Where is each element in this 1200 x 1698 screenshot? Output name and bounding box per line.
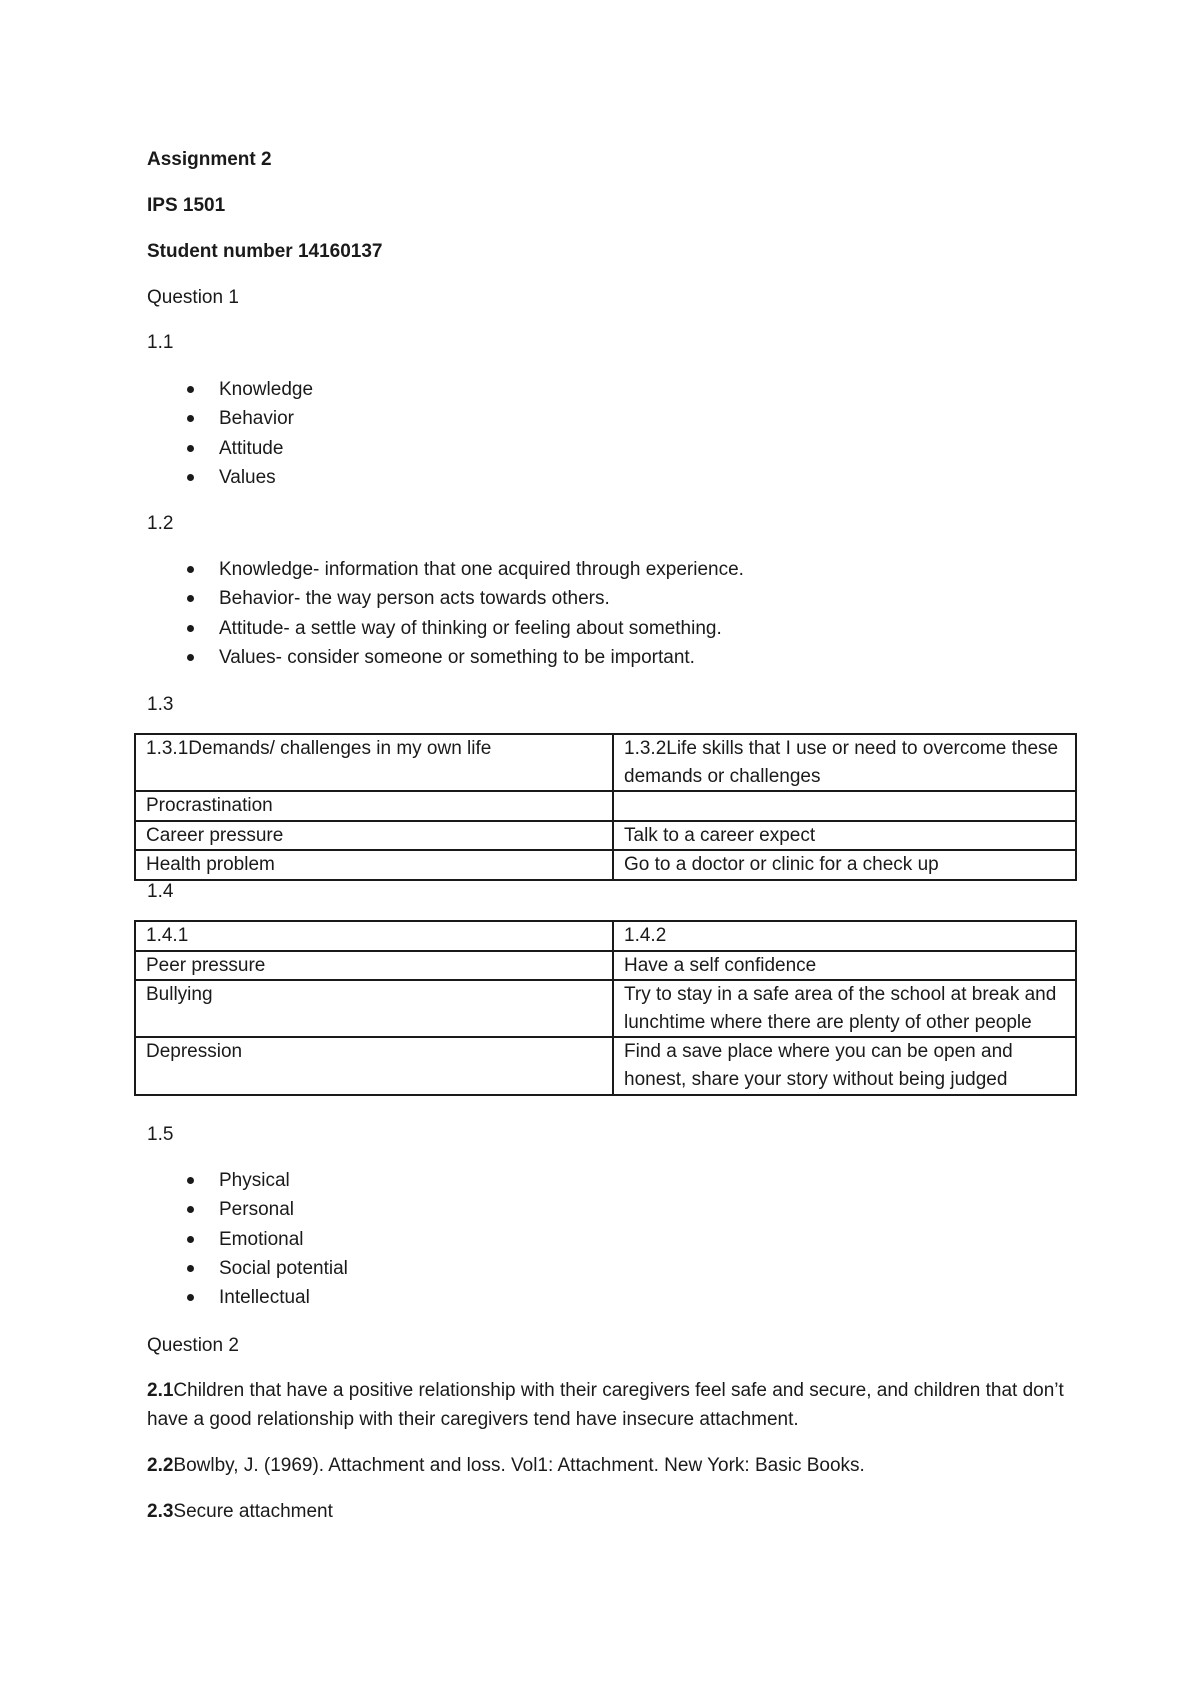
list-item: Intellectual xyxy=(147,1286,348,1315)
list-item: Behavior- the way person acts towards others. xyxy=(147,587,744,616)
course-code: IPS 1501 xyxy=(147,195,226,216)
student-number: Student number 14160137 xyxy=(147,241,383,262)
table-cell: Peer pressure xyxy=(135,951,613,981)
answer-2-2 xyxy=(147,1451,1067,1480)
list-item: Values xyxy=(147,466,313,495)
answer-2-1 xyxy=(147,1376,1067,1434)
table-cell xyxy=(613,791,1076,821)
list-item: Values- consider someone or something to be important. xyxy=(147,646,744,675)
question-1-heading: Question 1 xyxy=(147,287,239,308)
list-item: Knowledge xyxy=(147,378,313,407)
table-row xyxy=(135,951,1076,981)
table-row xyxy=(135,791,1076,821)
answer-text: Secure attachment xyxy=(173,1501,333,1522)
section-1-5-label: 1.5 xyxy=(147,1124,174,1145)
table-cell: Try to stay in a safe area of the school at break and lunchtime where there are plenty of other people xyxy=(613,980,1076,1037)
answer-text: Children that have a positive relationship with their caregivers feel safe and secure, and children that don’t have a good relationship with their caregivers tend have insecure attachment. xyxy=(147,1380,1064,1430)
list-item: Attitude- a settle way of thinking or feeling about something. xyxy=(147,617,744,646)
table-row xyxy=(135,850,1076,880)
table-header-cell: 1.4.2 xyxy=(613,921,1076,951)
section-1-4-label: 1.4 xyxy=(147,881,174,902)
table-row xyxy=(135,1037,1076,1094)
table-1-4 xyxy=(134,920,1077,1096)
table-cell: Bullying xyxy=(135,980,613,1037)
table-header-cell: 1.3.1Demands/ challenges in my own life xyxy=(135,734,613,791)
section-1-2-list xyxy=(147,558,744,675)
section-1-5-list xyxy=(147,1169,348,1315)
table-row xyxy=(135,821,1076,851)
answer-2-3 xyxy=(147,1497,1067,1526)
list-item: Knowledge- information that one acquired through experience. xyxy=(147,558,744,587)
question-2-heading: Question 2 xyxy=(147,1335,239,1356)
answer-text: Bowlby, J. (1969). Attachment and loss. Vol1: Attachment. New York: Basic Books. xyxy=(173,1455,865,1476)
list-item: Attitude xyxy=(147,437,313,466)
list-item: Physical xyxy=(147,1169,348,1198)
table-cell: Career pressure xyxy=(135,821,613,851)
answer-label: 2.2 xyxy=(147,1455,174,1476)
table-cell: Talk to a career expect xyxy=(613,821,1076,851)
table-cell: Health problem xyxy=(135,850,613,880)
table-cell: Depression xyxy=(135,1037,613,1094)
table-header-cell: 1.4.1 xyxy=(135,921,613,951)
section-1-2-label: 1.2 xyxy=(147,513,174,534)
section-1-1-list xyxy=(147,378,313,495)
section-1-3-label: 1.3 xyxy=(147,694,174,715)
list-item: Personal xyxy=(147,1198,348,1227)
table-row xyxy=(135,980,1076,1037)
assignment-title: Assignment 2 xyxy=(147,149,272,170)
table-cell: Procrastination xyxy=(135,791,613,821)
table-cell: Go to a doctor or clinic for a check up xyxy=(613,850,1076,880)
answer-label: 2.3 xyxy=(147,1501,174,1522)
table-header-row xyxy=(135,734,1076,791)
table-header-cell: 1.3.2Life skills that I use or need to overcome these demands or challenges xyxy=(613,734,1076,791)
table-1-3 xyxy=(134,733,1077,881)
list-item: Emotional xyxy=(147,1228,348,1257)
table-cell: Have a self confidence xyxy=(613,951,1076,981)
answer-label: 2.1 xyxy=(147,1380,174,1401)
table-cell: Find a save place where you can be open and honest, share your story without being judged xyxy=(613,1037,1076,1094)
list-item: Social potential xyxy=(147,1257,348,1286)
section-1-1-label: 1.1 xyxy=(147,332,174,353)
list-item: Behavior xyxy=(147,407,313,436)
table-header-row xyxy=(135,921,1076,951)
